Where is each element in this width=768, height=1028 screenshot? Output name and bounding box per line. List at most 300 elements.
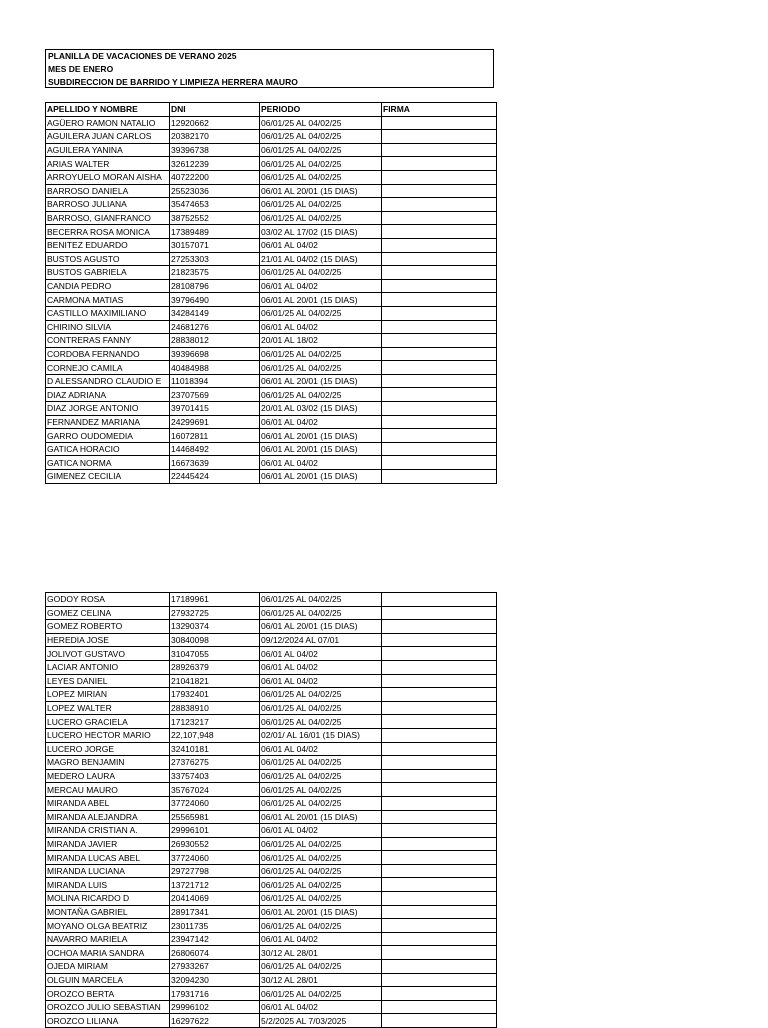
cell-name: AGUILERA JUAN CARLOS [46, 130, 170, 144]
table-row [46, 306, 497, 320]
cell-period: 06/01/25 AL 04/02/25 [260, 701, 382, 715]
cell-period: 30/12 AL 28/01 [260, 946, 382, 960]
cell-signature [382, 973, 497, 987]
cell-signature [382, 306, 497, 320]
cell-name: OROZCO LILIANA [46, 1014, 170, 1028]
cell-name: MIRANDA LUCIANA [46, 864, 170, 878]
cell-signature [382, 756, 497, 770]
cell-signature [382, 593, 497, 607]
cell-name: LOPEZ MIRIAN [46, 688, 170, 702]
cell-dni: 16072811 [170, 429, 260, 443]
cell-dni: 29996102 [170, 1000, 260, 1014]
cell-name: MONTAÑA GABRIEL [46, 905, 170, 919]
table-row [46, 715, 497, 729]
cell-period: 06/01/25 AL 04/02/25 [260, 783, 382, 797]
table-row [46, 919, 497, 933]
cell-period: 06/01 AL 20/01 (15 DIAS) [260, 184, 382, 198]
cell-period: 06/01/25 AL 04/02/25 [260, 593, 382, 607]
cell-name: MIRANDA JAVIER [46, 837, 170, 851]
cell-name: MERCAU MAURO [46, 783, 170, 797]
table-row [46, 660, 497, 674]
cell-dni: 28917341 [170, 905, 260, 919]
cell-signature [382, 293, 497, 307]
table-row [46, 157, 497, 171]
table-row [46, 143, 497, 157]
cell-dni: 14468492 [170, 442, 260, 456]
cell-name: LEYES DANIEL [46, 674, 170, 688]
cell-dni: 38752552 [170, 211, 260, 225]
cell-name: CHIRINO SILVIA [46, 320, 170, 334]
cell-dni: 39396738 [170, 143, 260, 157]
cell-signature [382, 374, 497, 388]
cell-signature [382, 143, 497, 157]
cell-dni: 27253303 [170, 252, 260, 266]
table-row [46, 320, 497, 334]
cell-name: DIAZ JORGE ANTONIO [46, 402, 170, 416]
cell-dni: 39396698 [170, 347, 260, 361]
table-row [46, 293, 497, 307]
cell-signature [382, 1000, 497, 1014]
cell-period: 06/01/25 AL 04/02/25 [260, 688, 382, 702]
cell-period: 20/01 AL 03/02 (15 DIAS) [260, 402, 382, 416]
cell-dni: 12920662 [170, 116, 260, 130]
cell-name: OCHOA MARIA SANDRA [46, 946, 170, 960]
cell-name: OLGUIN MARCELA [46, 973, 170, 987]
cell-period: 06/01/25 AL 04/02/25 [260, 837, 382, 851]
cell-name: MEDERO LAURA [46, 769, 170, 783]
table-row [46, 1000, 497, 1014]
cell-period: 06/01/25 AL 04/02/25 [260, 864, 382, 878]
cell-dni: 16673639 [170, 456, 260, 470]
cell-dni: 25523036 [170, 184, 260, 198]
cell-name: OROZCO JULIO SEBASTIAN [46, 1000, 170, 1014]
cell-period: 06/01/25 AL 04/02/25 [260, 987, 382, 1001]
cell-name: BENITEZ EDUARDO [46, 238, 170, 252]
cell-dni: 23947142 [170, 932, 260, 946]
table-row [46, 402, 497, 416]
cell-signature [382, 932, 497, 946]
cell-name: DIAZ ADRIANA [46, 388, 170, 402]
cell-signature [382, 225, 497, 239]
table-row [46, 238, 497, 252]
cell-dni: 21823575 [170, 266, 260, 280]
cell-name: CASTILLO MAXIMILIANO [46, 306, 170, 320]
cell-name: LUCERO HECTOR MARIO [46, 728, 170, 742]
cell-dni: 13721712 [170, 878, 260, 892]
cell-period: 06/01/25 AL 04/02/25 [260, 266, 382, 280]
cell-name: CORDOBA FERNANDO [46, 347, 170, 361]
table-row [46, 606, 497, 620]
cell-period: 06/01/25 AL 04/02/25 [260, 388, 382, 402]
cell-dni: 40722200 [170, 170, 260, 184]
cell-name: GATICA NORMA [46, 456, 170, 470]
cell-name: LUCERO GRACIELA [46, 715, 170, 729]
table-row [46, 170, 497, 184]
cell-period: 06/01/25 AL 04/02/25 [260, 347, 382, 361]
cell-dni: 37724060 [170, 851, 260, 865]
cell-period: 06/01 AL 04/02 [260, 647, 382, 661]
cell-dni: 17931716 [170, 987, 260, 1001]
cell-name: BARROSO DANIELA [46, 184, 170, 198]
cell-name: LUCERO JORGE [46, 742, 170, 756]
sheet-header [45, 49, 494, 88]
cell-name: BECERRA ROSA MONICA [46, 225, 170, 239]
cell-dni: 27932725 [170, 606, 260, 620]
table-row [46, 796, 497, 810]
cell-name: CARMONA MATIAS [46, 293, 170, 307]
cell-dni: 22445424 [170, 470, 260, 484]
table-row [46, 116, 497, 130]
cell-signature [382, 674, 497, 688]
cell-period: 02/01/ AL 16/01 (15 DIAS) [260, 728, 382, 742]
cell-signature [382, 742, 497, 756]
cell-signature [382, 252, 497, 266]
cell-dni: 39796490 [170, 293, 260, 307]
cell-name: AGUILERA YANINA [46, 143, 170, 157]
cell-period: 06/01 AL 20/01 (15 DIAS) [260, 620, 382, 634]
table-row [46, 130, 497, 144]
table-row [46, 688, 497, 702]
table-row [46, 266, 497, 280]
cell-name: MIRANDA ABEL [46, 796, 170, 810]
cell-signature [382, 987, 497, 1001]
cell-period: 06/01 AL 20/01 (15 DIAS) [260, 470, 382, 484]
cell-dni: 32094230 [170, 973, 260, 987]
cell-signature [382, 429, 497, 443]
table-row [46, 415, 497, 429]
cell-signature [382, 334, 497, 348]
cell-dni: 34284149 [170, 306, 260, 320]
cell-period: 06/01 AL 04/02 [260, 320, 382, 334]
cell-period: 06/01 AL 04/02 [260, 456, 382, 470]
cell-period: 06/01/25 AL 04/02/25 [260, 796, 382, 810]
cell-period: 06/01/25 AL 04/02/25 [260, 715, 382, 729]
cell-signature [382, 878, 497, 892]
cell-period: 06/01 AL 20/01 (15 DIAS) [260, 810, 382, 824]
table-row [46, 674, 497, 688]
table-row [46, 1014, 497, 1028]
cell-period: 06/01 AL 20/01 (15 DIAS) [260, 429, 382, 443]
cell-dni: 22,107,948 [170, 728, 260, 742]
cell-period: 06/01 AL 04/02 [260, 660, 382, 674]
cell-name: HEREDIA JOSE [46, 633, 170, 647]
cell-period: 06/01 AL 04/02 [260, 742, 382, 756]
table-row [46, 633, 497, 647]
cell-period: 03/02 AL 17/02 (15 DIAS) [260, 225, 382, 239]
cell-name: GIMENEZ CECILIA [46, 470, 170, 484]
sheet-department: SUBDIRECCION DE BARRIDO Y LIMPIEZA HERRERA MAURO [48, 77, 298, 87]
table-row [46, 756, 497, 770]
cell-name: MIRANDA LUCAS ABEL [46, 851, 170, 865]
cell-signature [382, 442, 497, 456]
cell-signature [382, 851, 497, 865]
cell-dni: 27933267 [170, 960, 260, 974]
cell-dni: 31047055 [170, 647, 260, 661]
cell-dni: 25565981 [170, 810, 260, 824]
table-row [46, 892, 497, 906]
cell-name: BUSTOS GABRIELA [46, 266, 170, 280]
cell-name: MOYANO OLGA BEATRIZ [46, 919, 170, 933]
table-row [46, 864, 497, 878]
cell-name: CONTRERAS FANNY [46, 334, 170, 348]
cell-signature [382, 728, 497, 742]
cell-signature [382, 361, 497, 375]
table-row [46, 769, 497, 783]
cell-dni: 26806074 [170, 946, 260, 960]
cell-signature [382, 660, 497, 674]
table-row [46, 851, 497, 865]
cell-name: GATICA HORACIO [46, 442, 170, 456]
cell-signature [382, 824, 497, 838]
cell-signature [382, 170, 497, 184]
cell-dni: 24681276 [170, 320, 260, 334]
cell-signature [382, 184, 497, 198]
cell-name: GOMEZ CELINA [46, 606, 170, 620]
cell-signature [382, 783, 497, 797]
cell-name: MAGRO BENJAMIN [46, 756, 170, 770]
cell-signature [382, 647, 497, 661]
cell-name: GARRO OUDOMEDIA [46, 429, 170, 443]
cell-name: MOLINA RICARDO D [46, 892, 170, 906]
cell-signature [382, 810, 497, 824]
cell-signature [382, 919, 497, 933]
cell-period: 30/12 AL 28/01 [260, 973, 382, 987]
cell-period: 06/01/25 AL 04/02/25 [260, 878, 382, 892]
table-row [46, 211, 497, 225]
table-row [46, 593, 497, 607]
cell-signature [382, 130, 497, 144]
table-row [46, 620, 497, 634]
cell-dni: 23707569 [170, 388, 260, 402]
table-row [46, 701, 497, 715]
cell-signature [382, 620, 497, 634]
cell-signature [382, 892, 497, 906]
cell-signature [382, 211, 497, 225]
cell-period: 06/01/25 AL 04/02/25 [260, 769, 382, 783]
cell-dni: 30840098 [170, 633, 260, 647]
cell-period: 06/01 AL 04/02 [260, 932, 382, 946]
table-row [46, 347, 497, 361]
cell-signature [382, 688, 497, 702]
table-row [46, 960, 497, 974]
cell-dni: 17123217 [170, 715, 260, 729]
cell-period: 06/01 AL 04/02 [260, 674, 382, 688]
cell-name: BUSTOS AGUSTO [46, 252, 170, 266]
cell-dni: 20382170 [170, 130, 260, 144]
cell-name: FERNANDEZ MARIANA [46, 415, 170, 429]
table-row [46, 905, 497, 919]
cell-name: ARIAS WALTER [46, 157, 170, 171]
cell-dni: 17389489 [170, 225, 260, 239]
cell-signature [382, 402, 497, 416]
cell-period: 06/01/25 AL 04/02/25 [260, 211, 382, 225]
cell-period: 06/01/25 AL 04/02/25 [260, 198, 382, 212]
cell-signature [382, 279, 497, 293]
cell-dni: 29996101 [170, 824, 260, 838]
cell-name: LOPEZ WALTER [46, 701, 170, 715]
column-header-period: PERIODO [260, 103, 382, 117]
cell-dni: 16297622 [170, 1014, 260, 1028]
table-row [46, 374, 497, 388]
vacation-table-continued [45, 592, 497, 1028]
cell-name: AGÜERO RAMON NATALIO [46, 116, 170, 130]
cell-signature [382, 1014, 497, 1028]
cell-period: 06/01/25 AL 04/02/25 [260, 116, 382, 130]
table-row [46, 973, 497, 987]
cell-dni: 13290374 [170, 620, 260, 634]
cell-name: GODOY ROSA [46, 593, 170, 607]
cell-period: 06/01 AL 04/02 [260, 279, 382, 293]
table-row [46, 184, 497, 198]
vacation-table-main [45, 102, 497, 484]
cell-dni: 20414069 [170, 892, 260, 906]
cell-dni: 24299691 [170, 415, 260, 429]
table-row [46, 810, 497, 824]
cell-period: 06/01/25 AL 04/02/25 [260, 361, 382, 375]
cell-signature [382, 769, 497, 783]
cell-signature [382, 238, 497, 252]
cell-period: 06/01/25 AL 04/02/25 [260, 960, 382, 974]
cell-name: D ALESSANDRO CLAUDIO E [46, 374, 170, 388]
cell-period: 5/2/2025 AL 7/03/2025 [260, 1014, 382, 1028]
table-row [46, 837, 497, 851]
table-row [46, 279, 497, 293]
cell-name: BARROSO, GIANFRANCO [46, 211, 170, 225]
table-row [46, 946, 497, 960]
table-row [46, 647, 497, 661]
cell-period: 06/01/25 AL 04/02/25 [260, 606, 382, 620]
cell-signature [382, 157, 497, 171]
cell-dni: 28838910 [170, 701, 260, 715]
cell-period: 06/01 AL 04/02 [260, 238, 382, 252]
table-row [46, 334, 497, 348]
cell-dni: 26930552 [170, 837, 260, 851]
table-row [46, 442, 497, 456]
cell-dni: 28926379 [170, 660, 260, 674]
cell-signature [382, 796, 497, 810]
cell-period: 06/01/25 AL 04/02/25 [260, 130, 382, 144]
cell-period: 06/01/25 AL 04/02/25 [260, 756, 382, 770]
column-header-signature: FIRMA [382, 103, 497, 117]
table-row [46, 728, 497, 742]
column-header-name: APELLIDO Y NOMBRE [46, 103, 170, 117]
cell-signature [382, 198, 497, 212]
cell-period: 06/01/25 AL 04/02/25 [260, 851, 382, 865]
cell-period: 06/01 AL 20/01 (15 DIAS) [260, 442, 382, 456]
cell-period: 21/01 AL 04/02 (15 DIAS) [260, 252, 382, 266]
cell-name: OJEDA MIRIAM [46, 960, 170, 974]
cell-signature [382, 946, 497, 960]
cell-name: GOMEZ ROBERTO [46, 620, 170, 634]
cell-dni: 37724060 [170, 796, 260, 810]
cell-period: 06/01 AL 20/01 (15 DIAS) [260, 293, 382, 307]
cell-signature [382, 864, 497, 878]
table-row [46, 987, 497, 1001]
cell-name: ARROYUELO MORAN AISHA [46, 170, 170, 184]
cell-period: 06/01 AL 04/02 [260, 1000, 382, 1014]
cell-name: OROZCO BERTA [46, 987, 170, 1001]
cell-dni: 17932401 [170, 688, 260, 702]
cell-name: BARROSO JULIANA [46, 198, 170, 212]
cell-signature [382, 715, 497, 729]
table-row [46, 783, 497, 797]
cell-signature [382, 633, 497, 647]
cell-period: 06/01/25 AL 04/02/25 [260, 157, 382, 171]
table-row [46, 361, 497, 375]
cell-signature [382, 456, 497, 470]
table-header-row [46, 103, 497, 117]
cell-dni: 35767024 [170, 783, 260, 797]
table-row [46, 470, 497, 484]
table-row [46, 456, 497, 470]
table-row [46, 429, 497, 443]
cell-dni: 17189961 [170, 593, 260, 607]
table-row [46, 824, 497, 838]
table-row [46, 225, 497, 239]
cell-dni: 11018394 [170, 374, 260, 388]
cell-period: 06/01/25 AL 04/02/25 [260, 892, 382, 906]
cell-period: 20/01 AL 18/02 [260, 334, 382, 348]
cell-name: MIRANDA CRISTIAN A. [46, 824, 170, 838]
cell-period: 06/01 AL 20/01 (15 DIAS) [260, 905, 382, 919]
cell-signature [382, 266, 497, 280]
cell-signature [382, 701, 497, 715]
cell-name: JOLIVOT GUSTAVO [46, 647, 170, 661]
sheet-title: PLANILLA DE VACACIONES DE VERANO 2025 [48, 51, 237, 61]
cell-dni: 29727798 [170, 864, 260, 878]
cell-signature [382, 606, 497, 620]
cell-period: 06/01 AL 20/01 (15 DIAS) [260, 374, 382, 388]
sheet-month: MES DE ENERO [48, 64, 114, 74]
cell-dni: 32410181 [170, 742, 260, 756]
cell-dni: 32612239 [170, 157, 260, 171]
cell-signature [382, 320, 497, 334]
cell-period: 06/01/25 AL 04/02/25 [260, 306, 382, 320]
cell-period: 06/01/25 AL 04/02/25 [260, 170, 382, 184]
cell-name: CANDIA PEDRO [46, 279, 170, 293]
cell-signature [382, 116, 497, 130]
cell-dni: 23011735 [170, 919, 260, 933]
cell-signature [382, 905, 497, 919]
cell-dni: 28838012 [170, 334, 260, 348]
cell-dni: 28108796 [170, 279, 260, 293]
cell-dni: 21041821 [170, 674, 260, 688]
cell-dni: 30157071 [170, 238, 260, 252]
cell-dni: 40484988 [170, 361, 260, 375]
cell-period: 06/01 AL 04/02 [260, 415, 382, 429]
table-row [46, 742, 497, 756]
cell-signature [382, 415, 497, 429]
column-header-dni: DNI [170, 103, 260, 117]
table-row [46, 252, 497, 266]
cell-name: MIRANDA LUIS [46, 878, 170, 892]
table-row [46, 388, 497, 402]
cell-name: MIRANDA ALEJANDRA [46, 810, 170, 824]
cell-name: LACIAR ANTONIO [46, 660, 170, 674]
cell-name: CORNEJO CAMILA [46, 361, 170, 375]
cell-signature [382, 470, 497, 484]
cell-signature [382, 960, 497, 974]
cell-dni: 27376275 [170, 756, 260, 770]
cell-signature [382, 347, 497, 361]
cell-period: 06/01/25 AL 04/02/25 [260, 143, 382, 157]
table-row [46, 198, 497, 212]
table-row [46, 932, 497, 946]
cell-period: 09/12/2024 AL 07/01 [260, 633, 382, 647]
cell-period: 06/01 AL 04/02 [260, 824, 382, 838]
cell-signature [382, 837, 497, 851]
cell-dni: 33757403 [170, 769, 260, 783]
